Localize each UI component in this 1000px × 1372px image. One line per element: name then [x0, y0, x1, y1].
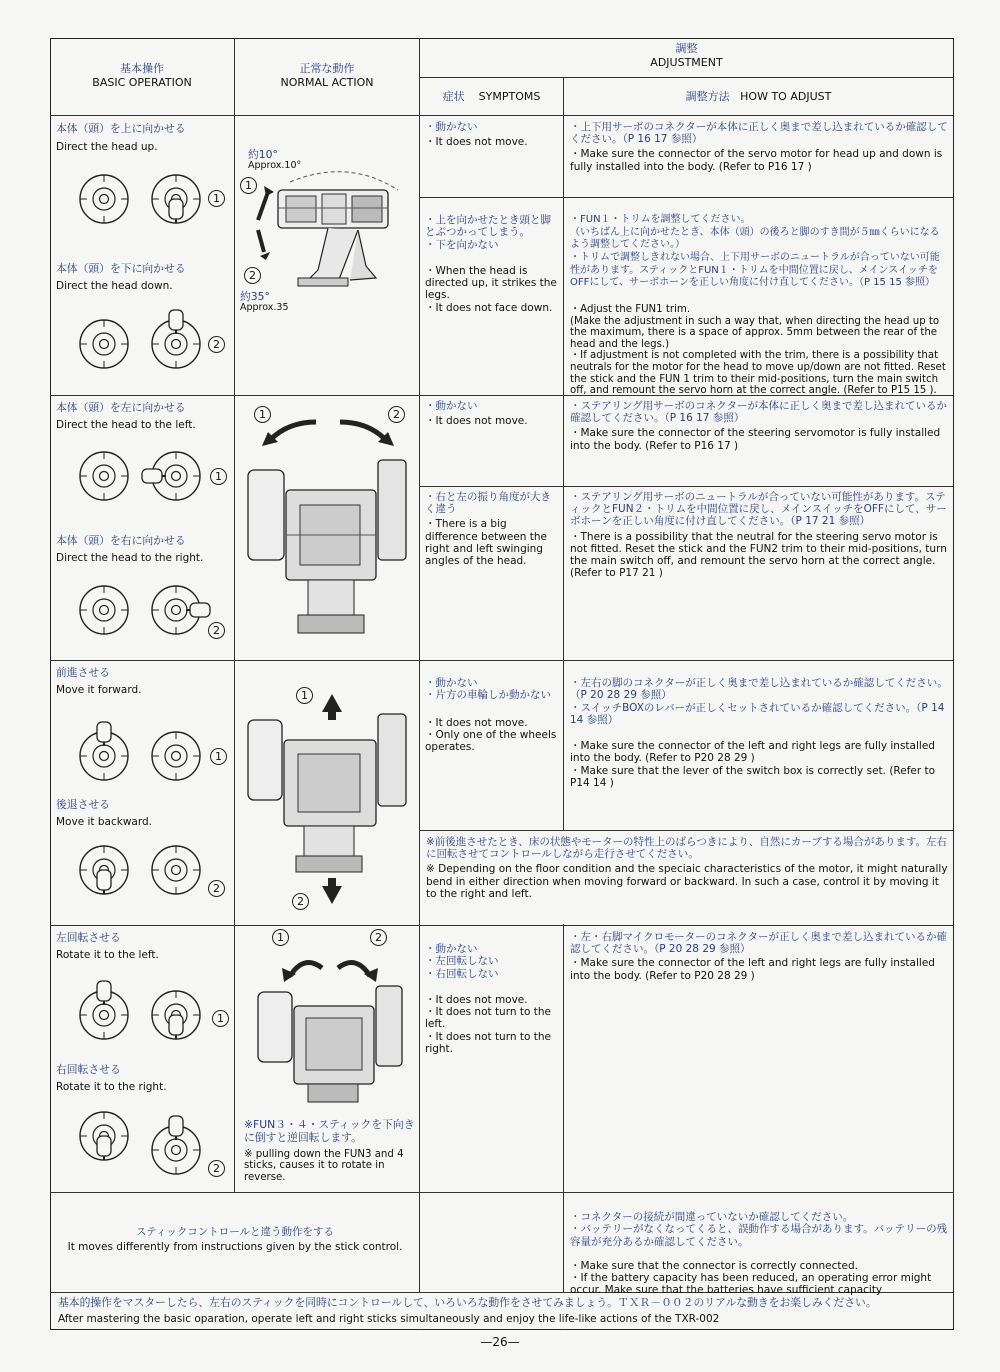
row4-op1-jp: 左回転させる: [56, 931, 121, 944]
header-col3-en: ADJUSTMENT: [650, 56, 723, 69]
circled-two-icon: 2: [208, 336, 225, 353]
page-number: —26—: [480, 1335, 520, 1349]
right-stick-neutral-icon: [150, 730, 206, 786]
circled-two-icon: 2: [208, 1160, 225, 1177]
row4-sym1-en: ・It does not move. ・It does not turn to the left. ・It does not turn to the right.: [425, 994, 551, 1055]
col-divider-3: [563, 77, 564, 1330]
row3-note: [426, 836, 948, 900]
circled-one-icon: 1: [210, 748, 227, 765]
row2-sym2: [425, 491, 559, 567]
header-howto-jp: 調整方法: [685, 90, 730, 103]
row3-sym1-jp: ・動かない ・片方の車輪しか動かない: [425, 677, 551, 702]
circled-two-icon: 2: [244, 267, 261, 284]
angle-down-jp: 約35°: [240, 290, 270, 303]
row5-op-en: It moves differently from instructions given by the stick control.: [67, 1241, 403, 1254]
header-col1-jp: 基本操作: [120, 62, 164, 75]
row5-op-jp: スティックコントロールと違う動作をする: [135, 1226, 335, 1238]
row4-op2-jp: 右回転させる: [56, 1063, 121, 1076]
row2-op2-jp: 本体（頭）を右に向かせる: [56, 534, 186, 547]
footer-jp: 基本的操作をマスターしたら、左右のスティックを同時にコントロールして、いろいろな動作をさせてみましょう。ＴＸＲ－００２のリアルな動きをお楽しみください。: [58, 1296, 877, 1309]
row1-adj2: [570, 202, 948, 409]
row4-note-en: ※ pulling down the FUN3 and 4 sticks, causes it to rotate in reverse.: [244, 1149, 404, 1183]
row4-op2-en: Rotate it to the right.: [56, 1081, 167, 1093]
row3-adj1-en: ・Make sure the connector of the left and right legs are fully installed into the body. (Refer to P20 28 29 ) ・Make sure that the lever of the switch box is correctly set. (Refer to P14 14 ): [570, 740, 936, 789]
row3-sym1-en: ・It does not move. ・Only one of the wheels operates.: [425, 716, 557, 754]
left-stick-up-icon: [78, 716, 134, 786]
row3-op2-en: Move it backward.: [56, 816, 152, 828]
right-stick-up-icon: [150, 304, 206, 374]
row1-sym2-jp: ・上を向かせたとき頭と脚とぶつかってしまう。 ・下を向かない: [425, 214, 551, 251]
row4-sym1-jp: ・動かない ・左回転しない ・右回転しない: [425, 943, 499, 980]
angle-up-en: Approx.10°: [248, 160, 302, 171]
row1-adj1-jp: ・上下用サーボのコネクターが本体に正しく奥まで差し込まれているか確認してください。（P 16 17 参照）: [570, 121, 948, 146]
row4-note-jp: ※FUN３・４・スティックを下向きに倒すと逆回転します。: [244, 1118, 415, 1144]
circled-one-icon: 1: [208, 190, 225, 207]
row1-split: [419, 197, 954, 198]
robot-side-view-icon: [238, 160, 418, 310]
row1-sym1: [425, 121, 528, 148]
row2-adj2-jp: ・ステアリング用サーボのニュートラルが合っていない可能性があります。スティックとFUN２・トリムを中間位置に戻し、メインスイッチをOFFにして、サーボホーンを正しい角度に付け直してください。（P 17 21 参照）: [570, 491, 947, 528]
right-stick-down-icon: [150, 989, 206, 1059]
row1-adj2-jp: ・FUN１・トリムを調整してください。 （いちばん上に向かせたとき、本体（頭）の後ろと脚のすき間が５㎜くらいになるよう調整してください。） ・トリムで調整しきれない場合、上下用サーボのニュートラルが合っていない可能性があります。スティックとFUN１・トリムを中間位置に戻し、メインスイッチをOFFにして、サーボホーンを正しい角度に付け直してください。（P 15 15 参照）: [570, 214, 940, 289]
row3-sym1: [425, 665, 559, 766]
header-basic-operation: [52, 62, 232, 90]
header-symptoms: [420, 90, 563, 104]
circled-one-icon: 1: [212, 1010, 229, 1027]
header-howto-en: HOW TO ADJUST: [740, 90, 832, 103]
header-col2-en: NORMAL ACTION: [280, 76, 374, 89]
row2-sym2-en: ・There is a big difference between the right and left swinging angles of the head.: [425, 518, 548, 568]
row1-adj2-en: ・Adjust the FUN1 trim. (Make the adjustment in such a way that, when directing the head up to the maximum, there is a space of approx. 5mm between the rear of the head and the legs.) ・If adjustment is not completed with the trim, there is a possibility that neutrals for the motor for the head to move up/down are not fitted. Reset the stick and the FUN 1 trim to their mid-positions, turn the main switch off, and remount the servo horn at the correct angle. (Refer to P15 15 ).: [570, 303, 946, 397]
row1-sym2-en: ・When the head is directed up, it strikes the legs. ・It does not face down.: [425, 265, 557, 314]
robot-top-view-turning-head-icon: [238, 410, 418, 655]
row1-op2-en: Direct the head down.: [56, 280, 173, 292]
header-col3-jp: 調整: [675, 42, 698, 55]
row1-adj1-en: ・Make sure the connector of the servo motor for head up and down is fully installed into the body. (Refer to P16 17 ): [570, 148, 943, 173]
row2-sym1-en: ・It does not move.: [425, 415, 528, 428]
row1-op1-jp: 本体（頭）を上に向かせる: [56, 122, 186, 135]
header-adjustment: [420, 42, 953, 70]
row1-op2-jp: 本体（頭）を下に向かせる: [56, 262, 186, 275]
left-stick-down-icon: [78, 1110, 134, 1180]
row2-sym2-jp: ・右と左の振り角度が大きく違う: [425, 491, 551, 516]
row3-op2-jp: 後退させる: [56, 798, 110, 811]
row4-op1-en: Rotate it to the left.: [56, 949, 159, 961]
left-stick-neutral-icon: [78, 318, 134, 374]
header-symptoms-jp: 症状: [442, 90, 465, 103]
row4-sym1: [425, 931, 559, 1067]
header-normal-action: [236, 62, 418, 90]
row2-op1-jp: 本体（頭）を左に向かせる: [56, 401, 186, 414]
row2-op2-en: Direct the head to the right.: [56, 552, 204, 564]
left-stick-neutral-icon: [78, 450, 134, 506]
row2-op1-en: Direct the head to the left.: [56, 419, 196, 431]
row3-note-en: ※ Depending on the floor condition and the speciaic characteristics of the motor, it might naturally bend in either direction when moving forward or backward. In such a case, control it by moving it to the right and left.: [426, 863, 948, 900]
circled-two-icon: 2: [208, 622, 225, 639]
row5-adj-en: ・Make sure that the connector is correctly connected. ・If the battery capacity has been reduced, an operating error might occur. Make sure that the batteries have sufficient capacity: [570, 1260, 932, 1297]
row2-bottom: [50, 660, 954, 661]
circled-two-icon: 2: [208, 880, 225, 897]
left-stick-up-icon: [78, 975, 134, 1045]
row1-sym2: [425, 202, 559, 326]
circled-one-icon: 1: [296, 687, 313, 704]
right-stick-up-icon: [150, 1110, 206, 1180]
left-stick-neutral-icon: [78, 173, 134, 229]
row1-adj1: [570, 121, 948, 173]
circled-two-icon: 2: [292, 893, 309, 910]
circled-one-icon: 1: [254, 406, 271, 423]
row1-sym1-jp: ・動かない: [425, 121, 478, 133]
row5-adj-jp: ・コネクターの接続が間違っていないか確認してください。 ・バッテリーがなくなってくると、誤動作する場合があります。バッテリーの残容量が充分あるか確認してください。: [570, 1211, 948, 1248]
angle-down-en: Approx.35: [240, 302, 289, 313]
left-stick-neutral-icon: [78, 584, 134, 640]
header-divider: [419, 77, 954, 78]
circled-one-icon: 1: [210, 468, 227, 485]
circled-two-icon: 2: [370, 929, 387, 946]
row2-adj2-en: ・There is a possibility that the neutral for the steering servo motor is not fitted. Reset the stick and the FUN2 trim to their mid-positions, turn the main switch off, and remount the servo horn at the correct angle. (Refer to P17 21 ): [570, 530, 947, 580]
row2-adj1-jp: ・ステアリング用サーボのコネクターが本体に正しく奥まで差し込まれているか確認してください。（P 16 17 参照）: [570, 400, 947, 425]
row4-adj1-jp: ・左・右脚マイクロモーターのコネクターが正しく奥まで差し込まれているか確認してください。（P 20 28 29 参照）: [570, 931, 947, 956]
right-stick-left-icon: [136, 450, 206, 506]
row1-sym1-en: ・It does not move.: [425, 136, 528, 149]
row2-adj1: [570, 400, 948, 452]
col-divider-1: [234, 38, 235, 1192]
col-divider-2: [419, 38, 420, 1330]
robot-top-view-forward-icon: [238, 690, 418, 915]
right-stick-neutral-icon: [150, 844, 206, 900]
robot-top-view-rotating-icon: [238, 940, 418, 1115]
header-how-to-adjust: [564, 90, 953, 104]
row2-sym1-jp: ・動かない: [425, 400, 478, 412]
row2-split: [419, 486, 954, 487]
footer-en: After mastering the basic oparation, operate left and right sticks simultaneously and enjoy the life-like actions of the TXR-002: [58, 1313, 720, 1325]
row3-adj1: [570, 665, 948, 801]
circled-one-icon: 1: [240, 177, 257, 194]
row5-op: [52, 1226, 418, 1253]
left-stick-down-icon: [78, 844, 134, 914]
header-symptoms-en: SYMPTOMS: [478, 90, 541, 103]
row1-op1-en: Direct the head up.: [56, 141, 158, 153]
row2-adj2: [570, 491, 948, 579]
header-col1-en: BASIC OPERATION: [92, 76, 192, 89]
right-stick-down-icon: [150, 173, 206, 243]
row3-op1-en: Move it forward.: [56, 684, 142, 696]
row2-adj1-en: ・Make sure the connector of the steering servomotor is fully installed into the body. (Refer to P16 17 ): [570, 427, 941, 452]
row5-adj: [570, 1199, 948, 1309]
circled-one-icon: 1: [272, 929, 289, 946]
row4-bottom: [50, 1192, 954, 1193]
row3-op1-jp: 前進させる: [56, 666, 110, 679]
header-bottom: [50, 115, 954, 116]
row3-bottom: [50, 925, 954, 926]
row4-adj1-en: ・Make sure the connector of the left and right legs are fully installed into the body. (Refer to P20 28 29 ): [570, 957, 935, 982]
row2-sym1: [425, 400, 528, 427]
row3-note-jp: ※前後進させたとき、床の状態やモーターの特性上のばらつきにより、自然にカーブする場合があります。左右に回転させてコントロールしながら走行させてください。: [426, 836, 947, 861]
header-col2-jp: 正常な動作: [299, 62, 355, 75]
row4-adj1: [570, 931, 948, 982]
row3-adj1-jp: ・左右の脚のコネクターが正しく奥まで差し込まれているか確認してください。（P 20 28 29 参照） ・スイッチBOXのレバーが正しくセットされているか確認してください。（P 14 14 参照）: [570, 677, 948, 726]
angle-up-jp: 約10°: [248, 148, 278, 161]
circled-two-icon: 2: [388, 406, 405, 423]
